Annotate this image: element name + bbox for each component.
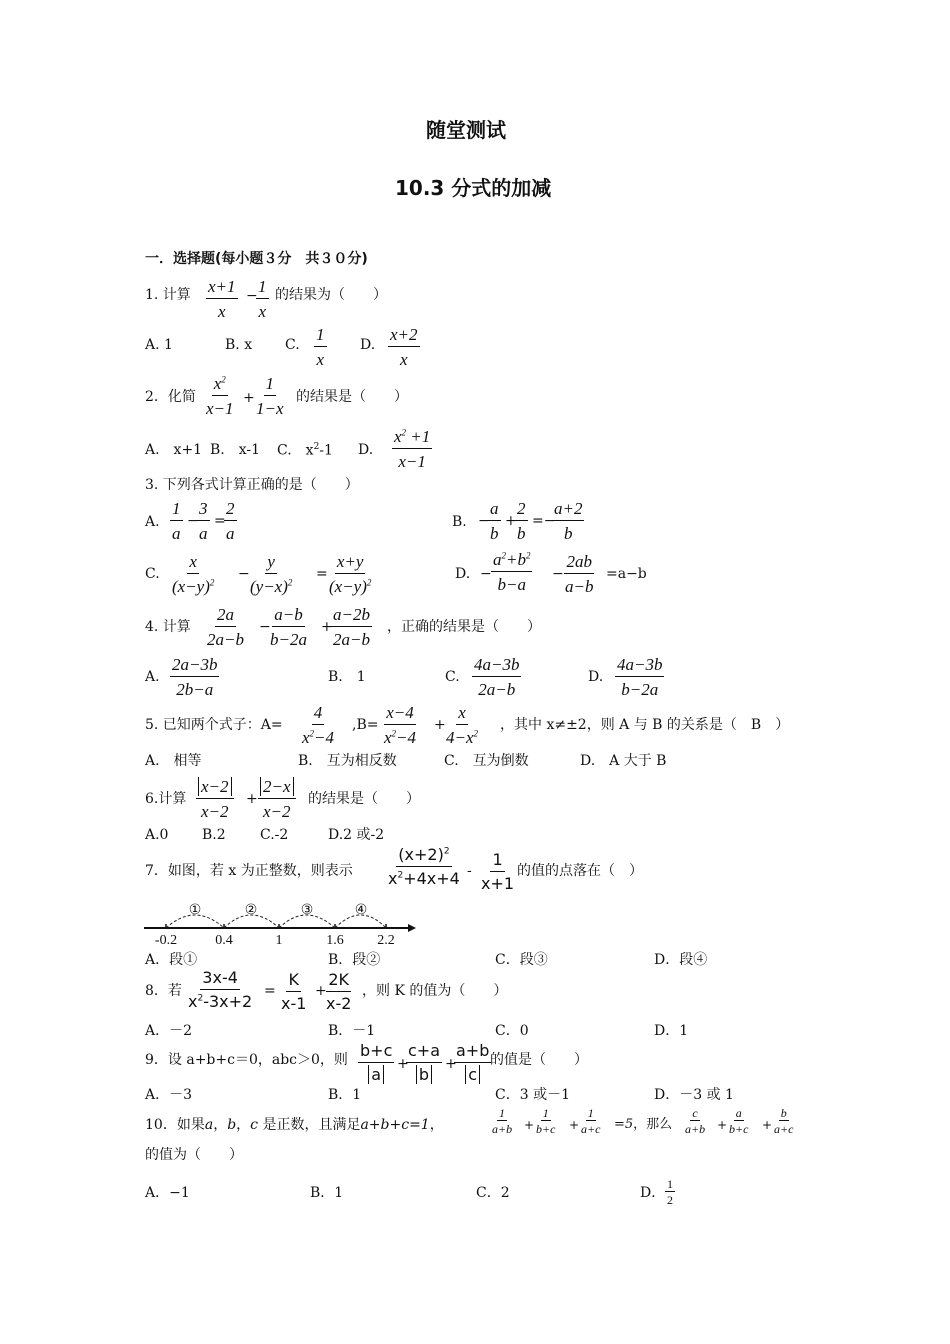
q3-a-frac-3: $\frac{2}{a}$ bbox=[226, 499, 235, 543]
q3-c-frac-1: $\frac{x}{(x-y)^2}$ bbox=[172, 552, 215, 596]
q4-stem-tail: ，正确的结果是（ ） bbox=[387, 619, 541, 635]
plus-sign: + bbox=[569, 1118, 580, 1132]
q4-option-d-frac: $\frac{4a-3b}{b-2a}$ bbox=[617, 655, 663, 699]
q2-frac-1: $\frac{x^2}{x-1}$ bbox=[206, 374, 234, 418]
plus-sign: + bbox=[397, 1056, 409, 1072]
q7-option-b: B．段② bbox=[328, 952, 381, 968]
minus-sign: − bbox=[478, 513, 490, 529]
q8-option-d: D．1 bbox=[654, 1023, 689, 1039]
segment-label-2: ② bbox=[244, 902, 258, 918]
tick-label-5: 2.2 bbox=[377, 933, 395, 948]
q9-option-a: A．－3 bbox=[145, 1087, 193, 1103]
q1-stem: 1. 计算 bbox=[145, 287, 191, 303]
q3-option-c: C. bbox=[145, 566, 160, 582]
q9-frac-1: $\frac{b+c}{a}$ bbox=[360, 1041, 393, 1084]
q7-stem: 7．如图，若 x 为正整数，则表示 bbox=[145, 863, 353, 879]
q4-option-c: C. bbox=[445, 669, 460, 685]
q2-stem-tail: 的结果是（ ） bbox=[296, 389, 408, 405]
q3-c-frac-2: $\frac{y}{(y-x)^2}$ bbox=[250, 552, 293, 596]
q9-option-c: C．3 或－1 bbox=[495, 1087, 570, 1103]
minus-sign: − bbox=[187, 513, 199, 529]
q6-option-a: A.0 bbox=[145, 827, 169, 843]
q1-option-c: C. bbox=[285, 337, 300, 353]
minus-sign: − bbox=[480, 566, 492, 582]
q6-frac-1: $\frac{x-2}{x-2}$ bbox=[196, 778, 234, 820]
q6-option-d: D.2 或-2 bbox=[328, 827, 385, 843]
plus-sign: + bbox=[717, 1118, 728, 1132]
q8-option-a: A．－2 bbox=[145, 1023, 193, 1039]
equals-sign: = bbox=[316, 566, 328, 582]
q4-frac-1: $\frac{2a}{2a-b}$ bbox=[207, 605, 244, 649]
q8-option-b: B．－1 bbox=[328, 1023, 376, 1039]
section-heading: 一．选择题(每小题３分 共３０分) bbox=[145, 251, 368, 267]
plus-sign: + bbox=[321, 619, 333, 635]
q2-option-b: B. x-1 bbox=[210, 442, 261, 458]
q10-option-d-frac: $\frac{1}{2}$ bbox=[667, 1177, 673, 1207]
tick-label-2: 0.4 bbox=[215, 933, 233, 948]
q5-frac-a: $\frac{4}{x^2-4}$ bbox=[302, 703, 335, 747]
plus-sign: + bbox=[243, 390, 255, 406]
q8-frac-1: $\frac{3x-4}{x^2-3x+2}$ bbox=[188, 968, 253, 1011]
q4-frac-3: $\frac{a-2b}{2a-b}$ bbox=[333, 605, 370, 649]
plus-sign: + bbox=[762, 1118, 773, 1132]
q1-option-b: B. x bbox=[225, 337, 253, 353]
segment-label-4: ④ bbox=[354, 902, 368, 918]
segment-label-3: ③ bbox=[300, 902, 314, 918]
q10-option-b: B．1 bbox=[310, 1185, 344, 1201]
number-line bbox=[140, 898, 420, 948]
q1-option-a: A. 1 bbox=[145, 337, 173, 353]
q9-frac-2: $\frac{c+a}{b}$ bbox=[408, 1041, 441, 1084]
q9-frac-3: $\frac{a+b}{c}$ bbox=[456, 1041, 490, 1084]
q5-option-c: C. 互为倒数 bbox=[444, 753, 529, 769]
q2-option-a: A. x+1 bbox=[145, 442, 203, 458]
q5-stem-tail: ，其中 x≠±2，则 A 与 B 的关系是（ B ） bbox=[500, 717, 790, 733]
q7-stem-tail: 的值的点落在（ ） bbox=[517, 863, 643, 879]
q10-frac-1: $\frac{c}{a+b}$ bbox=[685, 1106, 706, 1136]
q3-b-frac-3: $\frac{a+2}{b}$ bbox=[554, 499, 583, 543]
q4-option-a: A. bbox=[145, 669, 160, 685]
tick-label-1: -0.2 bbox=[154, 933, 178, 948]
q3-option-a: A. bbox=[145, 514, 160, 530]
equals-minus-sign: =− bbox=[532, 513, 556, 529]
minus-sign: − bbox=[246, 288, 258, 304]
q7-option-c: C．段③ bbox=[495, 952, 548, 968]
q5-stem: 5. 已知两个式子：A= bbox=[145, 717, 283, 733]
q3-a-frac-2: $\frac{3}{a}$ bbox=[199, 499, 208, 543]
q1-frac-2: $\frac{1}{x}$ bbox=[258, 277, 267, 321]
q1-option-d: D. bbox=[360, 337, 376, 353]
equals-sign: = bbox=[264, 983, 276, 999]
q8-stem-tail: ，则 K 的值为（ ） bbox=[362, 983, 508, 999]
q3-option-b: B. bbox=[452, 514, 467, 530]
minus-sign: − bbox=[238, 566, 250, 582]
q4-stem: 4. 计算 bbox=[145, 619, 191, 635]
q3-d-tail: =a−b bbox=[606, 566, 647, 582]
q6-stem-tail: 的结果是（ ） bbox=[308, 791, 420, 807]
q5-option-a: A. 相等 bbox=[145, 753, 202, 769]
page-title: 随堂测试 bbox=[426, 118, 506, 142]
q3-c-frac-3: $\frac{x+y}{(x-y)^2}$ bbox=[329, 552, 372, 596]
q10-option-c: C．2 bbox=[476, 1185, 510, 1201]
q5-frac-b2: $\frac{x}{4-x^2}$ bbox=[446, 703, 479, 747]
q10-frac-2: $\frac{a}{b+c}$ bbox=[729, 1106, 749, 1136]
q8-stem: 8．若 bbox=[145, 983, 182, 999]
plus-sign: + bbox=[505, 513, 517, 529]
q3-b-frac-1: $\frac{a}{b}$ bbox=[490, 499, 499, 543]
minus-sign: - bbox=[467, 863, 472, 879]
q10-stem: 10．如果a，b，c 是正数，且满足a+b+c=1， bbox=[145, 1117, 444, 1133]
q10-cond-frac-3: $\frac{1}{a+c}$ bbox=[581, 1106, 601, 1136]
q8-option-c: C．0 bbox=[495, 1023, 529, 1039]
q9-stem-tail: 的值是（ ） bbox=[490, 1052, 588, 1068]
q10-option-a: A．−1 bbox=[145, 1185, 190, 1201]
q7-option-d: D．段④ bbox=[654, 952, 708, 968]
q3-a-frac-1: $\frac{1}{a}$ bbox=[172, 499, 181, 543]
q4-frac-2: $\frac{a-b}{b-2a}$ bbox=[270, 605, 307, 649]
q2-stem: 2．化简 bbox=[145, 389, 196, 405]
q2-frac-2: $\frac{1}{1-x}$ bbox=[256, 374, 284, 418]
q2-option-d: D. bbox=[358, 442, 374, 458]
q10-cond-frac-2: $\frac{1}{b+c}$ bbox=[536, 1106, 556, 1136]
plus-sign: + bbox=[315, 983, 327, 999]
q10-option-d: D． bbox=[640, 1185, 666, 1201]
q6-frac-2: $\frac{2-x}{x-2}$ bbox=[258, 778, 296, 820]
q2-option-c: C. $x^2-1$ bbox=[277, 442, 333, 459]
tick-label-4: 1.6 bbox=[326, 933, 344, 948]
q10-cond-frac-1: $\frac{1}{a+b}$ bbox=[492, 1106, 513, 1136]
q6-option-c: C.-2 bbox=[260, 827, 289, 843]
q1-frac-1: $\frac{x+1}{x}$ bbox=[208, 277, 236, 321]
plus-sign: + bbox=[445, 1056, 457, 1072]
q5-option-b: B. 互为相反数 bbox=[298, 753, 397, 769]
q4-option-d: D. bbox=[588, 669, 604, 685]
minus-sign: − bbox=[259, 619, 271, 635]
q9-option-b: B．1 bbox=[328, 1087, 362, 1103]
segment-label-1: ① bbox=[188, 902, 202, 918]
q4-option-c-frac: $\frac{4a-3b}{2a-b}$ bbox=[474, 655, 520, 699]
q7-option-a: A．段① bbox=[145, 952, 198, 968]
q8-frac-3: $\frac{2K}{x-2}$ bbox=[326, 970, 352, 1013]
q3-stem: 3. 下列各式计算正确的是（ ） bbox=[145, 477, 359, 493]
q1-option-c-frac: $\frac{1}{x}$ bbox=[316, 325, 325, 369]
q10-eq5: =5，那么 bbox=[614, 1117, 673, 1132]
q9-option-d: D．－3 或 1 bbox=[654, 1087, 734, 1103]
q8-frac-2: $\frac{K}{x-1}$ bbox=[281, 970, 307, 1013]
q4-option-a-frac: $\frac{2a-3b}{2b-a}$ bbox=[172, 655, 218, 699]
q6-option-b: B.2 bbox=[202, 827, 226, 843]
plus-sign: + bbox=[434, 717, 446, 733]
q1-stem-tail: 的结果为（ ） bbox=[275, 287, 387, 303]
plus-sign: + bbox=[246, 791, 258, 807]
q5-frac-b1: $\frac{x-4}{x^2-4}$ bbox=[384, 703, 417, 747]
q10-frac-3: $\frac{b}{a+c}$ bbox=[774, 1106, 794, 1136]
minus-sign: − bbox=[552, 566, 564, 582]
q3-d-frac-2: $\frac{2ab}{a-b}$ bbox=[565, 552, 594, 596]
plus-sign: + bbox=[524, 1118, 535, 1132]
equals-sign: = bbox=[214, 513, 226, 529]
tick-label-3: 1 bbox=[275, 933, 283, 948]
q5-option-d: D. A 大于 B bbox=[580, 753, 667, 769]
q9-stem: 9．设 a+b+c＝0，abc＞0，则 bbox=[145, 1052, 348, 1068]
q5-stem-b: ,B= bbox=[352, 717, 379, 733]
q3-b-frac-2: $\frac{2}{b}$ bbox=[517, 499, 526, 543]
q6-stem: 6.计算 bbox=[145, 791, 187, 807]
q3-d-frac-1: $\frac{a^2+b^2}{b-a}$ bbox=[493, 550, 531, 594]
q7-frac-1: $\frac{(x+2)^2}{x^2+4x+4}$ bbox=[388, 845, 460, 888]
q1-option-d-frac: $\frac{x+2}{x}$ bbox=[390, 325, 418, 369]
q7-frac-2: $\frac{1}{x+1}$ bbox=[481, 850, 515, 893]
page-subtitle: 10.3 分式的加减 bbox=[395, 176, 552, 200]
q10-stem-tail: 的值为（ ） bbox=[145, 1147, 243, 1163]
q4-option-b: B. 1 bbox=[328, 669, 366, 685]
q2-option-d-frac: $\frac{x^2 +1}{x-1}$ bbox=[394, 427, 431, 471]
q3-option-d: D. bbox=[455, 566, 471, 582]
